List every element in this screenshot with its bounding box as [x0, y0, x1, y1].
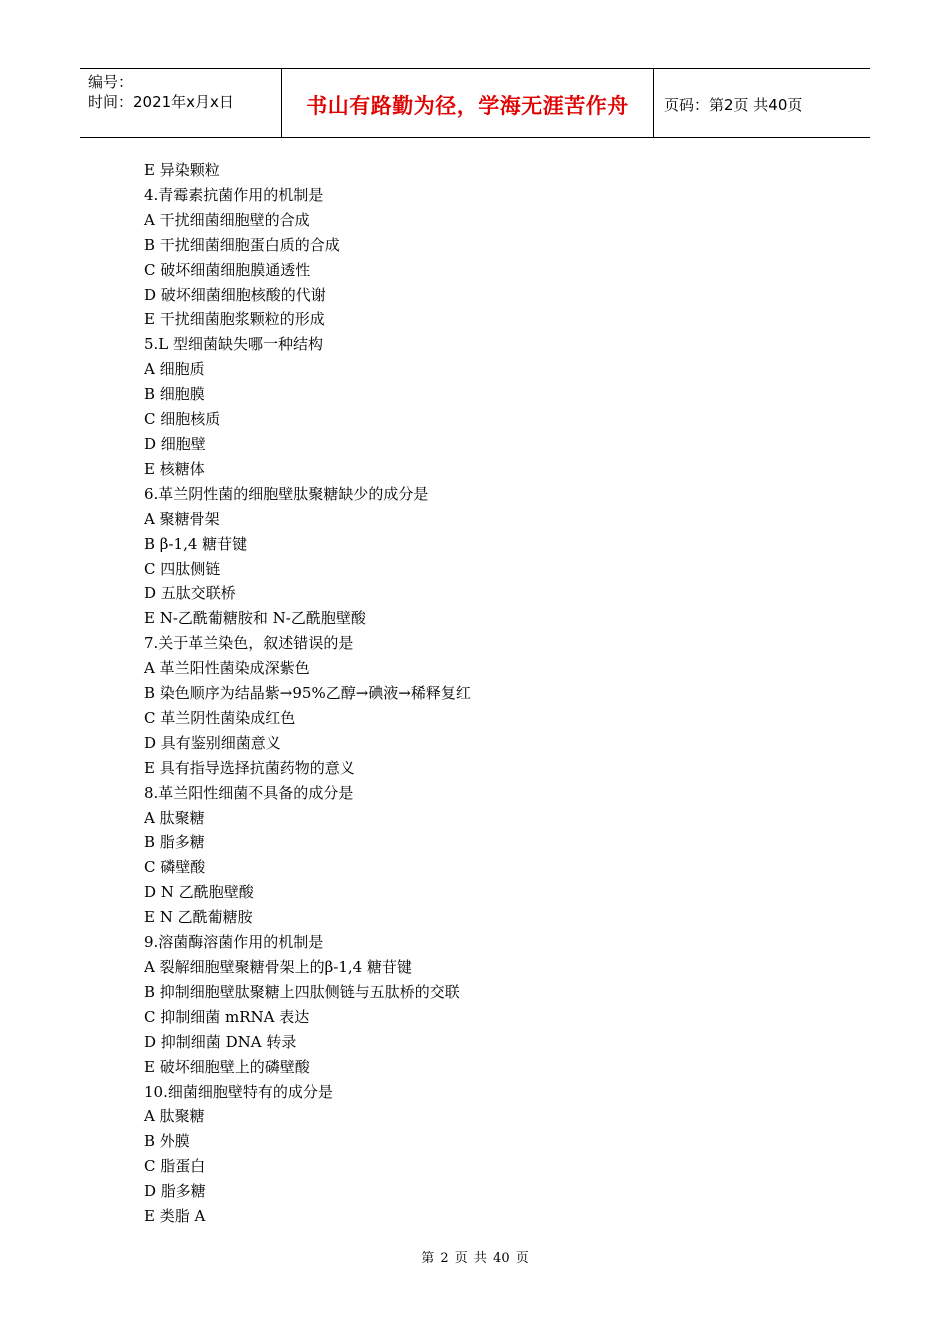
answer-option: B 细胞膜 [144, 385, 205, 404]
answer-option: A 裂解细胞壁聚糖骨架上的β-1,4 糖苷键 [144, 958, 412, 976]
answer-option: C 四肽侧链 [144, 559, 221, 578]
header-motto: 书山有路勤为径，学海无涯苦作舟 [306, 94, 629, 118]
answer-option: B 染色顺序为结晶紫→95%乙醇→碘液→稀释复红 [144, 684, 471, 703]
answer-option: D 五肽交联桥 [144, 584, 236, 603]
answer-option: E N-乙酰葡糖胺和 N-乙酰胞壁酸 [144, 609, 366, 628]
answer-option: E 类脂 A [144, 1207, 206, 1226]
answer-option: E 破坏细胞壁上的磷壁酸 [144, 1057, 310, 1076]
question-title: 9.溶菌酶溶菌作用的机制是 [144, 933, 324, 952]
answer-option: C 脂蛋白 [144, 1157, 206, 1176]
answer-option: C 破坏细菌细胞膜通透性 [144, 260, 311, 279]
answer-option: E 干扰细菌胞浆颗粒的形成 [144, 310, 325, 329]
footer-page-number: 第 2 页 共 40 页 [421, 1251, 529, 1266]
answer-option: A 细胞质 [144, 360, 205, 379]
answer-option: A 革兰阳性菌染成深紫色 [144, 659, 310, 678]
answer-option: B 干扰细菌细胞蛋白质的合成 [144, 235, 340, 254]
answer-option: B 抑制细胞壁肽聚糖上四肽侧链与五肽桥的交联 [144, 982, 460, 1001]
answer-option: B 脂多糖 [144, 833, 205, 852]
answer-option: C 抑制细菌 mRNA 表达 [144, 1007, 310, 1026]
answer-option: E 核糖体 [144, 459, 205, 478]
answer-option: A 肽聚糖 [144, 808, 205, 827]
page-footer [0, 1247, 950, 1266]
header-meta [80, 69, 282, 137]
question-title: 8.革兰阳性细菌不具备的成分是 [144, 783, 354, 802]
answer-option: A 干扰细菌细胞壁的合成 [144, 210, 310, 229]
answer-option: D 细胞壁 [144, 434, 206, 453]
question-title: 7.关于革兰染色，叙述错误的是 [144, 634, 354, 653]
document-number-label: 编号： [88, 73, 134, 91]
header-motto-cell [282, 69, 654, 137]
answer-option: A 肽聚糖 [144, 1107, 205, 1126]
answer-option: B 外膜 [144, 1132, 190, 1151]
question-title: 6.革兰阴性菌的细胞壁肽聚糖缺少的成分是 [144, 484, 429, 503]
question-title: 10.细菌细胞壁特有的成分是 [144, 1082, 333, 1101]
answer-option: E N 乙酰葡糖胺 [144, 908, 253, 927]
header-page-info: 页码：第2页 共40页 [664, 95, 803, 114]
text-line: E 异染颗粒 [144, 161, 220, 179]
question-list [144, 158, 844, 1229]
answer-option: D 破坏细菌细胞核酸的代谢 [144, 285, 326, 304]
answer-option: D 脂多糖 [144, 1182, 206, 1201]
answer-option: C 革兰阴性菌染成红色 [144, 708, 296, 727]
answer-option: E 具有指导选择抗菌药物的意义 [144, 758, 355, 777]
answer-option: D N 乙酰胞壁酸 [144, 883, 254, 902]
answer-option: D 具有鉴别细菌意义 [144, 733, 281, 752]
question-title: 5.L 型细菌缺失哪一种结构 [144, 335, 324, 354]
page-header [80, 68, 870, 138]
question-title: 4.青霉素抗菌作用的机制是 [144, 185, 324, 204]
answer-option: C 细胞核质 [144, 410, 221, 429]
answer-option: C 磷壁酸 [144, 858, 206, 877]
document-time-label: 时间：2021年x月x日 [88, 93, 234, 111]
answer-option: D 抑制细菌 DNA 转录 [144, 1032, 297, 1051]
answer-option: A 聚糖骨架 [144, 509, 220, 528]
header-page-cell [654, 69, 870, 137]
answer-option: B β-1,4 糖苷键 [144, 534, 248, 553]
